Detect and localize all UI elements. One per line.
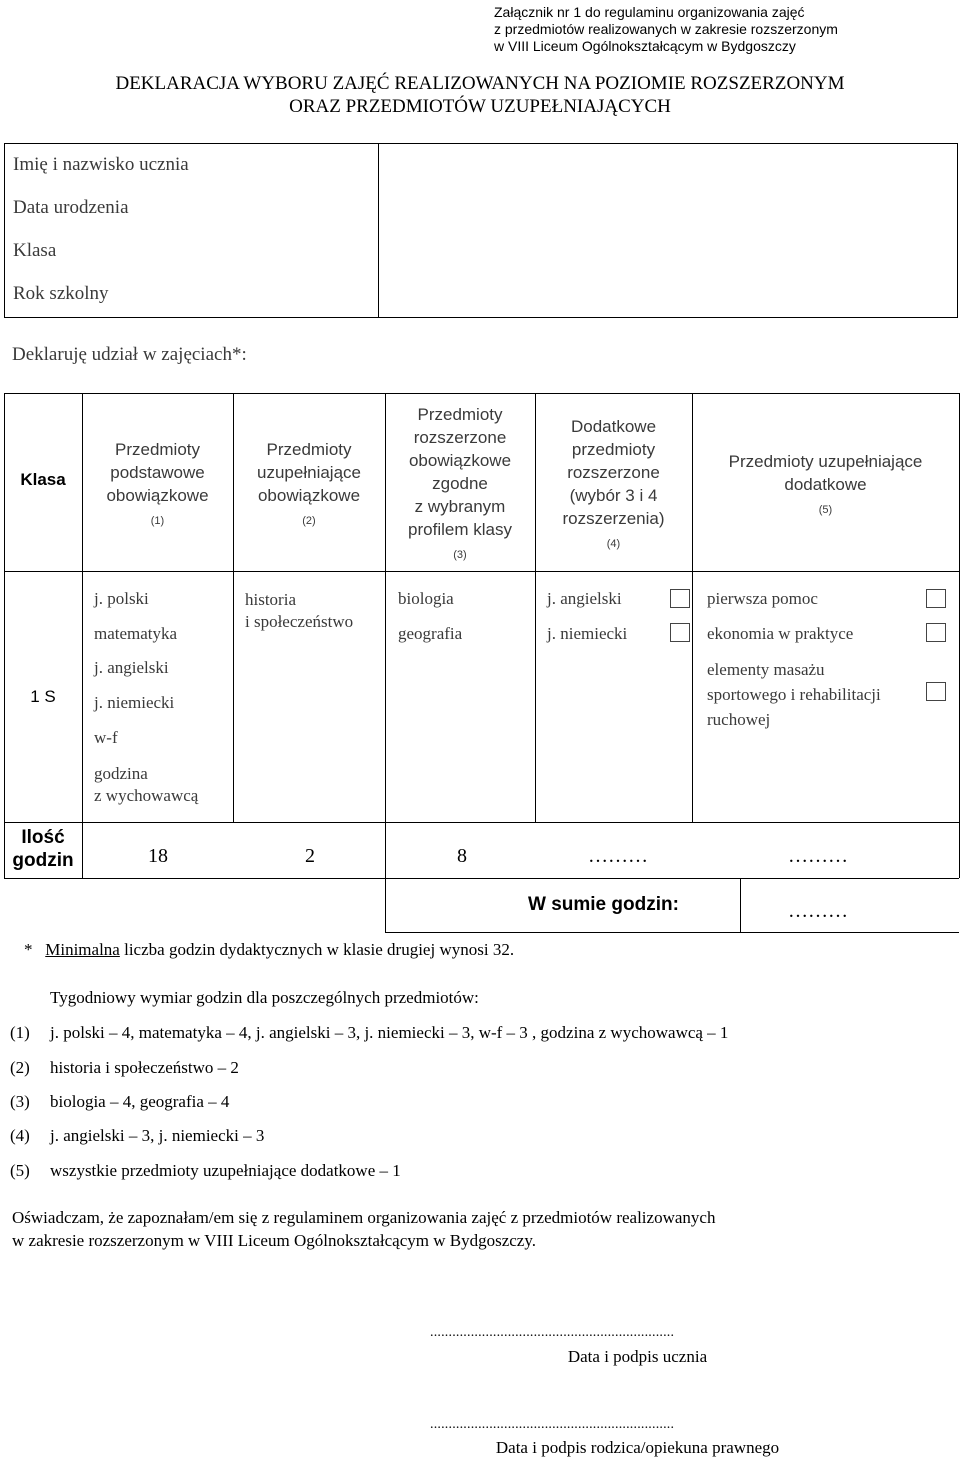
list-item: matematyka <box>94 624 178 643</box>
document-title <box>0 72 960 118</box>
hours-extended: 8 <box>457 845 467 867</box>
extended-list-item: biologia <box>398 589 454 608</box>
hours-basic: 18 <box>148 845 168 867</box>
checkbox-j-niemiecki[interactable] <box>670 623 690 642</box>
checkbox-ekonomia[interactable] <box>926 623 946 642</box>
extra-option-label: ekonomia w praktyce <box>707 624 854 643</box>
list-item: j. angielski <box>94 658 169 677</box>
attachment-line: Załącznik nr 1 do regulaminu organizowania zajęć <box>494 4 805 20</box>
sum-value[interactable]: ……… <box>788 900 848 922</box>
list-item: godzina <box>94 764 148 783</box>
weekly-item: (5) wszystkie przedmioty uzupełniające dodatkowe – 1 <box>10 1161 401 1180</box>
class-label: Klasa <box>13 240 57 261</box>
declare-label: Deklaruję udział w zajęciach*: <box>12 344 247 365</box>
additional-option-label: j. angielski <box>547 589 622 608</box>
attachment-line: z przedmiotów realizowanych w zakresie rozszerzonym <box>494 21 838 37</box>
name-label: Imię i nazwisko ucznia <box>13 154 189 175</box>
signature-line-parent[interactable]: .................................................................. <box>430 1417 675 1432</box>
school-year-label: Rok szkolny <box>13 283 109 304</box>
hours-additional[interactable]: ……… <box>588 845 648 867</box>
header-additional-extended: Dodatkowe przedmioty rozszerzone (wybór 3 i 4 rozszerzenia) (4) <box>562 417 665 550</box>
supplementary-mandatory-list <box>245 589 353 633</box>
birth-date-label: Data urodzenia <box>13 197 129 218</box>
hours-label: Ilość godzin <box>12 827 74 871</box>
weekly-item: (3) biologia – 4, geografia – 4 <box>10 1092 230 1111</box>
header-klasa: Klasa <box>20 470 66 489</box>
extended-list-item: geografia <box>398 624 463 643</box>
sum-label: W sumie godzin: <box>528 894 679 915</box>
signature-label-parent: Data i podpis rodzica/opiekuna prawnego <box>495 1438 780 1457</box>
statement: Oświadczam, że zapoznałam/em się z regulaminem organizowania zajęć z przedmiotów realizowanych w zakresie rozszerzonym w VIII Liceum Ogólnokształcącym w Bydgoszczy. <box>12 1208 716 1250</box>
weekly-title: Tygodniowy wymiar godzin dla poszczególnych przedmiotów: <box>50 988 479 1007</box>
list-item: w-f <box>94 728 118 747</box>
list-item: i społeczeństwo <box>245 612 354 631</box>
list-item: z wychowawcą <box>94 786 199 805</box>
attachment-line: w VIII Liceum Ogólnokształcącym w Bydgoszczy <box>494 38 796 54</box>
weekly-item: (4) j. angielski – 3, j. niemiecki – 3 <box>10 1126 265 1145</box>
signature-line-student[interactable]: .................................................................. <box>430 1325 675 1340</box>
checkbox-elementy-masazu[interactable] <box>926 682 946 701</box>
attachment-note <box>494 4 854 55</box>
title-line: ORAZ PRZEDMIOTÓW UZUPEŁNIAJĄCYCH <box>289 96 671 117</box>
header-extended-mandatory: Przedmioty rozszerzone obowiązkowe zgodne z wybranym profilem klasy (3) <box>408 405 512 561</box>
list-item: j. niemiecki <box>94 693 175 712</box>
header-basic-subjects: Przedmioty podstawowe obowiązkowe (1) <box>106 440 209 527</box>
extra-option-label: pierwsza pomoc <box>707 589 818 608</box>
additional-option-label: j. niemiecki <box>547 624 628 643</box>
list-item: historia <box>245 590 296 609</box>
student-info-table <box>4 143 958 318</box>
hours-extra[interactable]: ……… <box>788 845 848 867</box>
student-info-input[interactable] <box>380 144 957 317</box>
weekly-item: (1) j. polski – 4, matematyka – 4, j. angielski – 3, j. niemiecki – 3, w-f – 3 , godzina z wychowawcą – 1 <box>10 1023 729 1042</box>
extra-option-label: elementy masażu sportowego i rehabilitacji ruchowej <box>707 660 881 729</box>
header-supplementary-mandatory: Przedmioty uzupełniające obowiązkowe (2) <box>257 440 361 527</box>
signature-label-student: Data i podpis ucznia <box>567 1347 708 1366</box>
checkbox-pierwsza-pomoc[interactable] <box>926 589 946 608</box>
weekly-item: (2) historia i społeczeństwo – 2 <box>10 1058 239 1077</box>
footnote: * Minimalna liczba godzin dydaktycznych w klasie drugiej wynosi 32. <box>24 940 515 959</box>
checkbox-j-angielski[interactable] <box>670 589 690 608</box>
hours-supplementary: 2 <box>305 845 315 867</box>
title-line: DEKLARACJA WYBORU ZAJĘĆ REALIZOWANYCH NA POZIOMIE ROZSZERZONYM <box>115 73 845 94</box>
header-supplementary-additional: Przedmioty uzupełniające dodatkowe (5) <box>728 452 923 516</box>
class-value: 1 S <box>30 687 56 706</box>
list-item: j. polski <box>94 589 149 608</box>
